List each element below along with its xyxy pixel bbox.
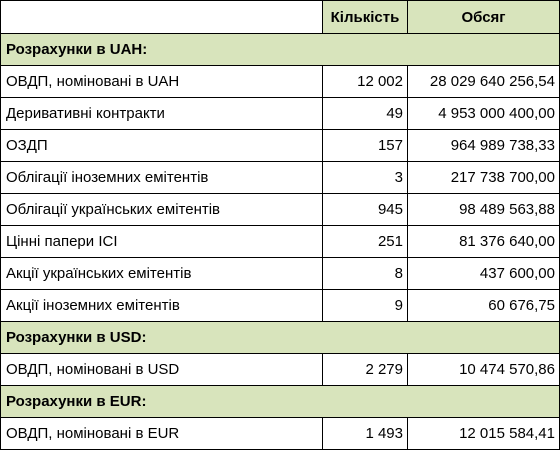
quantity-cell: 49	[323, 98, 408, 130]
instrument-name: Облігації іноземних емітентів	[1, 162, 323, 194]
volume-cell: 98 489 563,88	[408, 194, 560, 226]
section-uah-row	[1, 34, 560, 66]
section-eur-row	[1, 386, 560, 418]
instrument-name: Акції іноземних емітентів	[1, 290, 323, 322]
quantity-cell: 3	[323, 162, 408, 194]
table-row	[1, 258, 560, 290]
instrument-name: ОЗДП	[1, 130, 323, 162]
section-title: Розрахунки в USD:	[1, 322, 560, 354]
table-row	[1, 66, 560, 98]
quantity-cell: 251	[323, 226, 408, 258]
section-usd-row	[1, 322, 560, 354]
instrument-name: Цінні папери ІСІ	[1, 226, 323, 258]
quantity-cell: 157	[323, 130, 408, 162]
table-row	[1, 290, 560, 322]
instrument-name: ОВДП, номіновані в EUR	[1, 418, 323, 450]
table-row	[1, 226, 560, 258]
section-title: Розрахунки в EUR:	[1, 386, 560, 418]
volume-cell: 81 376 640,00	[408, 226, 560, 258]
volume-cell: 4 953 000 400,00	[408, 98, 560, 130]
header-volume: Обсяг	[408, 1, 560, 34]
quantity-cell: 9	[323, 290, 408, 322]
volume-cell: 964 989 738,33	[408, 130, 560, 162]
volume-cell: 28 029 640 256,54	[408, 66, 560, 98]
instrument-name: ОВДП, номіновані в USD	[1, 354, 323, 386]
volume-cell: 437 600,00	[408, 258, 560, 290]
table-row	[1, 98, 560, 130]
quantity-cell: 12 002	[323, 66, 408, 98]
quantity-cell: 1 493	[323, 418, 408, 450]
volume-cell: 217 738 700,00	[408, 162, 560, 194]
table-header-row	[1, 1, 560, 34]
table-row	[1, 194, 560, 226]
header-name	[1, 1, 323, 34]
quantity-cell: 2 279	[323, 354, 408, 386]
table-row	[1, 162, 560, 194]
instrument-name: Деривативні контракти	[1, 98, 323, 130]
quantity-cell: 945	[323, 194, 408, 226]
quantity-cell: 8	[323, 258, 408, 290]
table-row	[1, 130, 560, 162]
volume-cell: 10 474 570,86	[408, 354, 560, 386]
volume-cell: 12 015 584,41	[408, 418, 560, 450]
volume-cell: 60 676,75	[408, 290, 560, 322]
instrument-name: Облігації українських емітентів	[1, 194, 323, 226]
instrument-name: ОВДП, номіновані в UAH	[1, 66, 323, 98]
instrument-name: Акції українських емітентів	[1, 258, 323, 290]
header-quantity: Кількість	[323, 1, 408, 34]
section-title: Розрахунки в UAH:	[1, 34, 560, 66]
table-row	[1, 418, 560, 450]
table-row	[1, 354, 560, 386]
